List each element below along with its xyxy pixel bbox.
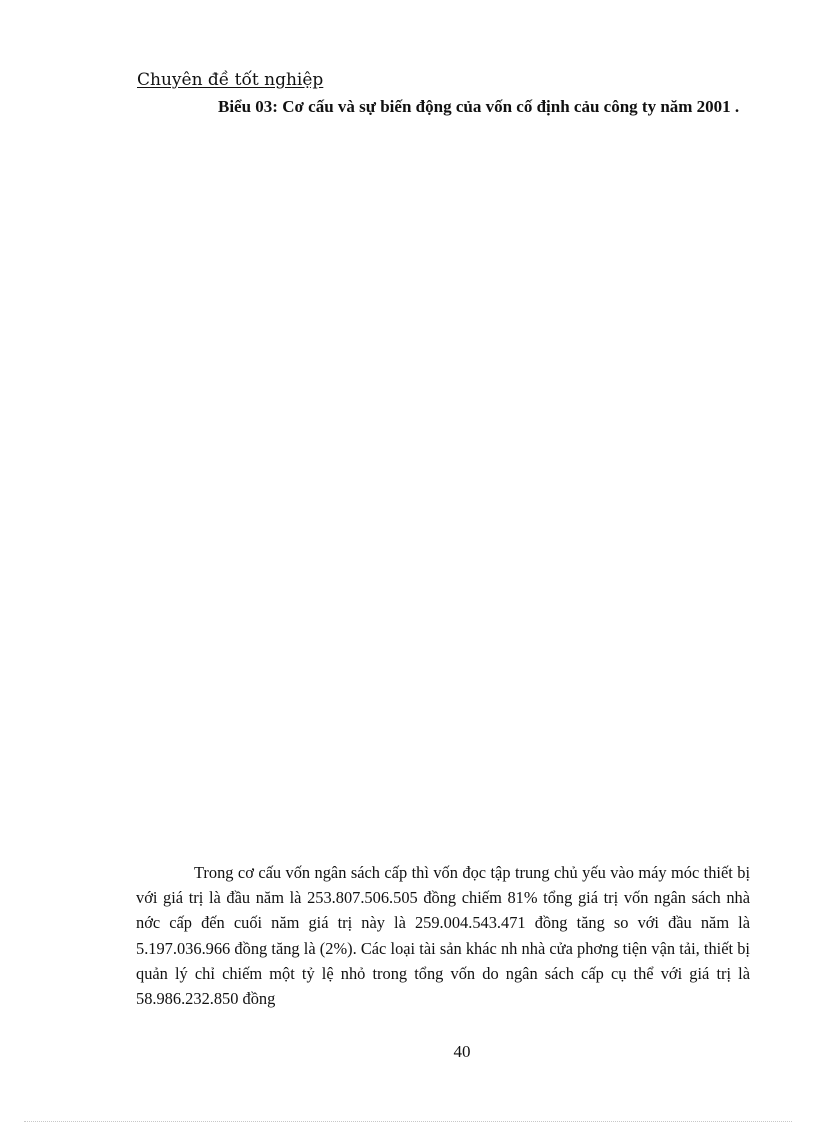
body-paragraph: Trong cơ cấu vốn ngân sách cấp thì vốn đọc tập trung chủ yếu vào máy móc thiết bị với giá trị là đầu năm là 253.807.506.505 đồng chiếm 81% tổng giá trị vốn ngân sách nhà nớc cấp đến cuối năm giá trị này là 259.004.543.471 đồng tăng so với đầu năm là 5.197.036.966 đồng tăng là (2%). Các loại tài sản khác nh nhà cửa phơng tiện vận tải, thiết bị quản lý chỉ chiếm một tỷ lệ nhỏ trong tổng vốn do ngân sách cấp cụ thể với giá trị là 58.986.232.850 đồng — [136, 863, 750, 1009]
table-title: Biểu 03: Cơ cấu và sự biến động của vốn cố định cảu công ty năm 2001 . — [218, 97, 740, 116]
page-number: 40 — [453, 1042, 471, 1061]
running-header: Chuyên đề tốt nghiệp — [137, 70, 324, 90]
footer-divider — [24, 1121, 792, 1122]
